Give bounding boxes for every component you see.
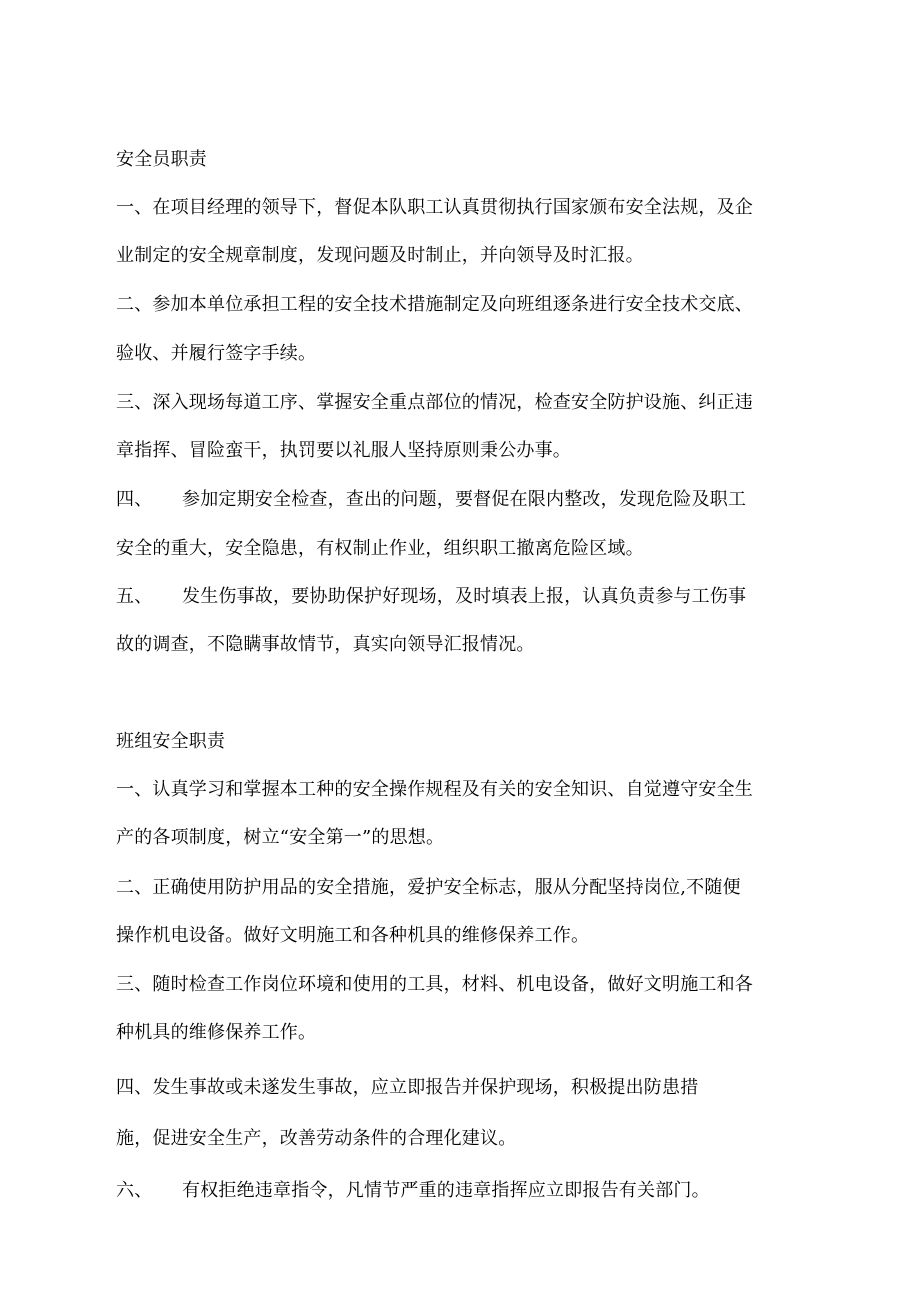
paragraph-line: 二、正确使用防护用品的安全措施，爱护安全标志，服从分配坚持岗位,不随便 [116,877,741,898]
paragraph-line: 操作机电设备。做好文明施工和各种机具的维修保养工作。 [116,925,590,946]
paragraph-line: 四、发生事故或未遂发生事故，应立即报告并保护现场，积极提出防患措 [116,1077,699,1098]
paragraph-line: 一、认真学习和掌握本工种的安全操作规程及有关的安全知识、自觉遵守安全生 [116,779,753,800]
section-title-team-safety: 班组安全职责 [116,731,226,752]
paragraph-line: 业制定的安全规章制度，发现问题及时制止，并向领导及时汇报。 [116,245,644,266]
paragraph-line: 一、在项目经理的领导下，督促本队职工认真贯彻执行国家颁布安全法规，及企 [116,197,753,218]
paragraph-line [116,585,746,609]
item-number: 五、 [116,586,153,607]
paragraph-line: 种机具的维修保养工作。 [116,1022,317,1043]
item-number: 四、 [116,489,153,510]
paragraph-line: 三、深入现场每道工序、掌握安全重点部位的情况，检查安全防护设施、纠正违 [116,392,753,413]
paragraph-line: 三、随时检查工作岗位环境和使用的工具，材料、机电设备，做好文明施工和各 [116,974,753,995]
item-text: 发生伤事故，要协助保护好现场，及时填表上报，认真负责参与工伤事 [182,586,747,607]
item-text: 参加定期安全检查，查出的问题，要督促在限内整改，发现危险及职工 [182,489,747,510]
paragraph-line: 产的各项制度，树立“安全第一”的思想。 [116,827,445,848]
item-number: 六、 [116,1180,153,1201]
paragraph-line: 施，促进安全生产，改善劳动条件的合理化建议。 [116,1128,517,1149]
paragraph-line: 章指挥、冒险蛮干，执罚要以礼服人坚持原则秉公办事。 [116,440,571,461]
paragraph-line: 安全的重大，安全隐患，有权制止作业，组织职工撤离危险区域。 [116,538,644,559]
paragraph-line [116,1179,710,1203]
item-text: 有权拒绝违章指令，凡情节严重的违章指挥应立即报告有关部门。 [182,1180,710,1201]
paragraph-line: 故的调查，不隐瞒事故情节，真实向领导汇报情况。 [116,634,535,655]
paragraph-line: 二、参加本单位承担工程的安全技术措施制定及向班组逐条进行安全技术交底、 [116,294,753,315]
paragraph-line [116,488,746,512]
section-title-safety-officer: 安全员职责 [116,149,207,170]
paragraph-line: 验收、并履行签字手续。 [116,343,317,364]
